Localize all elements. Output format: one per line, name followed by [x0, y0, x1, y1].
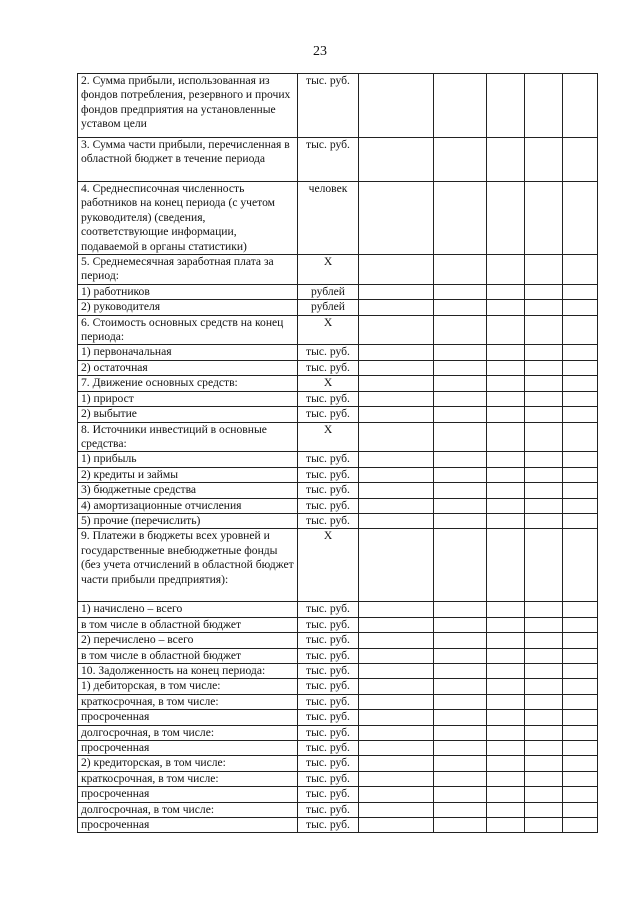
row-unit: тыс. руб.: [298, 498, 359, 513]
value-cell[interactable]: [563, 741, 598, 756]
value-cell[interactable]: [487, 300, 525, 315]
table-row: [78, 376, 598, 391]
row-unit: X: [298, 422, 359, 452]
row-label: просроченная: [78, 787, 298, 802]
row-unit: тыс. руб.: [298, 360, 359, 375]
table-row: [78, 756, 598, 771]
value-cell[interactable]: [487, 787, 525, 802]
value-cell[interactable]: [563, 467, 598, 482]
value-cell[interactable]: [487, 756, 525, 771]
page-number: 23: [313, 44, 327, 59]
value-cell[interactable]: [563, 255, 598, 285]
table-row: [78, 802, 598, 817]
value-cell[interactable]: [487, 360, 525, 375]
value-cell[interactable]: [525, 679, 563, 694]
value-cell[interactable]: [434, 741, 487, 756]
value-cell[interactable]: [563, 182, 598, 255]
row-unit: тыс. руб.: [298, 602, 359, 617]
value-cell[interactable]: [434, 498, 487, 513]
value-cell[interactable]: [487, 529, 525, 602]
row-unit: тыс. руб.: [298, 694, 359, 709]
value-cell[interactable]: [525, 529, 563, 602]
value-cell[interactable]: [563, 725, 598, 740]
value-cell[interactable]: [434, 694, 487, 709]
row-label: краткосрочная, в том числе:: [78, 694, 298, 709]
table-row: [78, 315, 598, 345]
value-cell[interactable]: [434, 360, 487, 375]
value-cell[interactable]: [563, 391, 598, 406]
value-cell[interactable]: [359, 633, 434, 648]
value-cell[interactable]: [487, 771, 525, 786]
value-cell[interactable]: [434, 648, 487, 663]
row-unit: тыс. руб.: [298, 725, 359, 740]
row-unit: тыс. руб.: [298, 710, 359, 725]
value-cell[interactable]: [434, 725, 487, 740]
value-cell[interactable]: [525, 407, 563, 422]
row-label: 2) кредиторская, в том числе:: [78, 756, 298, 771]
table-row: [78, 360, 598, 375]
value-cell[interactable]: [525, 513, 563, 528]
value-cell[interactable]: [563, 771, 598, 786]
value-cell[interactable]: [434, 663, 487, 678]
row-label: долгосрочная, в том числе:: [78, 725, 298, 740]
table-row: [78, 529, 598, 602]
row-label: 4. Среднесписочная численность работников на конец периода (с учетом руководителя) (сведения, соответствующие информации, подаваемой в органы статистики): [78, 182, 298, 255]
value-cell[interactable]: [434, 376, 487, 391]
table-row: [78, 300, 598, 315]
value-cell[interactable]: [434, 138, 487, 182]
row-label: 5. Среднемесячная заработная плата за период:: [78, 255, 298, 285]
value-cell[interactable]: [563, 710, 598, 725]
row-label: просроченная: [78, 741, 298, 756]
value-cell[interactable]: [525, 422, 563, 452]
value-cell[interactable]: [359, 300, 434, 315]
row-unit: тыс. руб.: [298, 138, 359, 182]
value-cell[interactable]: [525, 756, 563, 771]
value-cell[interactable]: [359, 74, 434, 138]
table-row: [78, 818, 598, 833]
value-cell[interactable]: [359, 513, 434, 528]
value-cell[interactable]: [359, 725, 434, 740]
row-unit: тыс. руб.: [298, 741, 359, 756]
row-unit: рублей: [298, 300, 359, 315]
row-label: 2. Сумма прибыли, использованная из фондов потребления, резервного и прочих фондов предприятия на установленные уставом цели: [78, 74, 298, 138]
table-row: [78, 694, 598, 709]
row-unit: тыс. руб.: [298, 787, 359, 802]
row-unit: X: [298, 255, 359, 285]
value-cell[interactable]: [525, 255, 563, 285]
value-cell[interactable]: [434, 422, 487, 452]
value-cell[interactable]: [434, 255, 487, 285]
table-row: [78, 725, 598, 740]
value-cell[interactable]: [563, 498, 598, 513]
value-cell[interactable]: [525, 787, 563, 802]
row-label: 10. Задолженность на конец периода:: [78, 663, 298, 678]
table-row: [78, 602, 598, 617]
value-cell[interactable]: [487, 663, 525, 678]
row-unit: тыс. руб.: [298, 467, 359, 482]
value-cell[interactable]: [359, 802, 434, 817]
value-cell[interactable]: [487, 679, 525, 694]
value-cell[interactable]: [359, 407, 434, 422]
table-row: [78, 741, 598, 756]
value-cell[interactable]: [563, 529, 598, 602]
value-cell[interactable]: [359, 679, 434, 694]
value-cell[interactable]: [525, 710, 563, 725]
row-unit: тыс. руб.: [298, 452, 359, 467]
table-row: [78, 422, 598, 452]
row-unit: тыс. руб.: [298, 648, 359, 663]
table-row: [78, 483, 598, 498]
value-cell[interactable]: [563, 787, 598, 802]
value-cell[interactable]: [563, 648, 598, 663]
row-label: 2) остаточная: [78, 360, 298, 375]
value-cell[interactable]: [487, 602, 525, 617]
value-cell[interactable]: [563, 452, 598, 467]
value-cell[interactable]: [525, 725, 563, 740]
row-unit: тыс. руб.: [298, 391, 359, 406]
value-cell[interactable]: [487, 391, 525, 406]
row-label: 2) руководителя: [78, 300, 298, 315]
value-cell[interactable]: [434, 818, 487, 833]
value-cell[interactable]: [487, 422, 525, 452]
value-cell[interactable]: [434, 513, 487, 528]
report-table: [77, 73, 598, 833]
value-cell[interactable]: [563, 422, 598, 452]
table-row: [78, 648, 598, 663]
value-cell[interactable]: [359, 345, 434, 360]
value-cell[interactable]: [487, 498, 525, 513]
row-unit: тыс. руб.: [298, 771, 359, 786]
row-label: 1) работников: [78, 284, 298, 299]
value-cell[interactable]: [525, 182, 563, 255]
row-label: 2) кредиты и займы: [78, 467, 298, 482]
value-cell[interactable]: [359, 422, 434, 452]
value-cell[interactable]: [434, 452, 487, 467]
table-row: [78, 633, 598, 648]
value-cell[interactable]: [434, 802, 487, 817]
value-cell[interactable]: [487, 315, 525, 345]
table-row: [78, 255, 598, 285]
value-cell[interactable]: [359, 529, 434, 602]
table-row: [78, 787, 598, 802]
value-cell[interactable]: [525, 284, 563, 299]
row-unit: тыс. руб.: [298, 74, 359, 138]
table-row: [78, 74, 598, 138]
row-label: 1) начислено – всего: [78, 602, 298, 617]
row-unit: тыс. руб.: [298, 483, 359, 498]
value-cell[interactable]: [434, 284, 487, 299]
value-cell[interactable]: [487, 710, 525, 725]
row-label: 2) выбытие: [78, 407, 298, 422]
value-cell[interactable]: [525, 74, 563, 138]
value-cell[interactable]: [487, 513, 525, 528]
row-label: 1) дебиторская, в том числе:: [78, 679, 298, 694]
value-cell[interactable]: [487, 648, 525, 663]
row-label: 8. Источники инвестиций в основные средства:: [78, 422, 298, 452]
value-cell[interactable]: [563, 407, 598, 422]
table-row: [78, 467, 598, 482]
value-cell[interactable]: [525, 633, 563, 648]
value-cell[interactable]: [563, 818, 598, 833]
row-unit: тыс. руб.: [298, 663, 359, 678]
value-cell[interactable]: [525, 315, 563, 345]
row-unit: рублей: [298, 284, 359, 299]
value-cell[interactable]: [525, 617, 563, 632]
value-cell[interactable]: [563, 315, 598, 345]
value-cell[interactable]: [434, 467, 487, 482]
value-cell[interactable]: [525, 771, 563, 786]
row-label: 3) бюджетные средства: [78, 483, 298, 498]
row-label: 4) амортизационные отчисления: [78, 498, 298, 513]
value-cell[interactable]: [563, 138, 598, 182]
value-cell[interactable]: [434, 679, 487, 694]
value-cell[interactable]: [487, 74, 525, 138]
row-unit: X: [298, 529, 359, 602]
value-cell[interactable]: [359, 771, 434, 786]
table-row: [78, 771, 598, 786]
value-cell[interactable]: [563, 802, 598, 817]
table-row: [78, 284, 598, 299]
value-cell[interactable]: [563, 513, 598, 528]
table-row: [78, 663, 598, 678]
value-cell[interactable]: [563, 284, 598, 299]
row-label: краткосрочная, в том числе:: [78, 771, 298, 786]
value-cell[interactable]: [487, 345, 525, 360]
value-cell[interactable]: [525, 818, 563, 833]
value-cell[interactable]: [487, 182, 525, 255]
value-cell[interactable]: [563, 360, 598, 375]
row-label: в том числе в областной бюджет: [78, 617, 298, 632]
table-row: [78, 452, 598, 467]
value-cell[interactable]: [434, 391, 487, 406]
value-cell[interactable]: [525, 467, 563, 482]
row-label: 5) прочие (перечислить): [78, 513, 298, 528]
value-cell[interactable]: [434, 300, 487, 315]
row-label: просроченная: [78, 818, 298, 833]
value-cell[interactable]: [359, 663, 434, 678]
value-cell[interactable]: [525, 345, 563, 360]
value-cell[interactable]: [434, 633, 487, 648]
value-cell[interactable]: [563, 756, 598, 771]
value-cell[interactable]: [359, 648, 434, 663]
value-cell[interactable]: [525, 648, 563, 663]
row-label: 1) первоначальная: [78, 345, 298, 360]
value-cell[interactable]: [487, 376, 525, 391]
value-cell[interactable]: [434, 756, 487, 771]
row-label: 2) перечислено – всего: [78, 633, 298, 648]
row-label: просроченная: [78, 710, 298, 725]
value-cell[interactable]: [434, 345, 487, 360]
row-unit: тыс. руб.: [298, 617, 359, 632]
value-cell[interactable]: [563, 74, 598, 138]
value-cell[interactable]: [487, 741, 525, 756]
value-cell[interactable]: [525, 138, 563, 182]
table-row: [78, 345, 598, 360]
table-row: [78, 617, 598, 632]
value-cell[interactable]: [487, 138, 525, 182]
value-cell[interactable]: [434, 710, 487, 725]
row-label: 6. Стоимость основных средств на конец периода:: [78, 315, 298, 345]
row-unit: тыс. руб.: [298, 802, 359, 817]
row-label: в том числе в областной бюджет: [78, 648, 298, 663]
value-cell[interactable]: [434, 529, 487, 602]
table-row: [78, 679, 598, 694]
value-cell[interactable]: [359, 741, 434, 756]
value-cell[interactable]: [359, 818, 434, 833]
value-cell[interactable]: [487, 284, 525, 299]
value-cell[interactable]: [487, 617, 525, 632]
value-cell[interactable]: [434, 182, 487, 255]
value-cell[interactable]: [359, 756, 434, 771]
row-unit: X: [298, 376, 359, 391]
row-label: 3. Сумма части прибыли, перечисленная в областной бюджет в течение периода: [78, 138, 298, 182]
row-unit: тыс. руб.: [298, 818, 359, 833]
value-cell[interactable]: [359, 376, 434, 391]
value-cell[interactable]: [487, 452, 525, 467]
table-row: [78, 182, 598, 255]
value-cell[interactable]: [563, 663, 598, 678]
value-cell[interactable]: [563, 376, 598, 391]
value-cell[interactable]: [563, 694, 598, 709]
value-cell[interactable]: [487, 407, 525, 422]
row-unit: тыс. руб.: [298, 513, 359, 528]
value-cell[interactable]: [434, 315, 487, 345]
value-cell[interactable]: [525, 376, 563, 391]
value-cell[interactable]: [525, 741, 563, 756]
value-cell[interactable]: [487, 467, 525, 482]
row-unit: тыс. руб.: [298, 679, 359, 694]
value-cell[interactable]: [525, 300, 563, 315]
row-label: 1) прибыль: [78, 452, 298, 467]
table-row: [78, 710, 598, 725]
row-unit: тыс. руб.: [298, 756, 359, 771]
value-cell[interactable]: [359, 391, 434, 406]
value-cell[interactable]: [359, 602, 434, 617]
value-cell[interactable]: [434, 787, 487, 802]
value-cell[interactable]: [525, 483, 563, 498]
row-label: 1) прирост: [78, 391, 298, 406]
value-cell[interactable]: [487, 802, 525, 817]
value-cell[interactable]: [487, 483, 525, 498]
value-cell[interactable]: [434, 771, 487, 786]
value-cell[interactable]: [434, 407, 487, 422]
row-label: 9. Платежи в бюджеты всех уровней и государственные внебюджетные фонды (без учета отчислений в областной бюджет части прибыли предприятия):: [78, 529, 298, 602]
value-cell[interactable]: [434, 74, 487, 138]
value-cell[interactable]: [487, 694, 525, 709]
value-cell[interactable]: [487, 725, 525, 740]
value-cell[interactable]: [359, 694, 434, 709]
row-unit: тыс. руб.: [298, 345, 359, 360]
value-cell[interactable]: [359, 182, 434, 255]
table-row: [78, 498, 598, 513]
value-cell[interactable]: [359, 467, 434, 482]
value-cell[interactable]: [525, 602, 563, 617]
value-cell[interactable]: [525, 360, 563, 375]
value-cell[interactable]: [359, 483, 434, 498]
value-cell[interactable]: [359, 360, 434, 375]
value-cell[interactable]: [359, 498, 434, 513]
table-row: [78, 407, 598, 422]
row-label: долгосрочная, в том числе:: [78, 802, 298, 817]
value-cell[interactable]: [487, 633, 525, 648]
value-cell[interactable]: [434, 483, 487, 498]
value-cell[interactable]: [563, 617, 598, 632]
value-cell[interactable]: [563, 483, 598, 498]
value-cell[interactable]: [487, 818, 525, 833]
table-row: [78, 138, 598, 182]
table-row: [78, 513, 598, 528]
value-cell[interactable]: [525, 663, 563, 678]
value-cell[interactable]: [563, 633, 598, 648]
value-cell[interactable]: [434, 617, 487, 632]
value-cell[interactable]: [525, 498, 563, 513]
value-cell[interactable]: [359, 138, 434, 182]
value-cell[interactable]: [525, 452, 563, 467]
value-cell[interactable]: [525, 391, 563, 406]
value-cell[interactable]: [563, 300, 598, 315]
row-unit: тыс. руб.: [298, 407, 359, 422]
value-cell[interactable]: [525, 694, 563, 709]
value-cell[interactable]: [487, 255, 525, 285]
value-cell[interactable]: [563, 602, 598, 617]
value-cell[interactable]: [359, 284, 434, 299]
value-cell[interactable]: [434, 602, 487, 617]
value-cell[interactable]: [359, 315, 434, 345]
value-cell[interactable]: [359, 452, 434, 467]
value-cell[interactable]: [563, 345, 598, 360]
row-label: 7. Движение основных средств:: [78, 376, 298, 391]
value-cell[interactable]: [359, 710, 434, 725]
value-cell[interactable]: [359, 787, 434, 802]
row-unit: тыс. руб.: [298, 633, 359, 648]
table-row: [78, 391, 598, 406]
row-unit: X: [298, 315, 359, 345]
value-cell[interactable]: [525, 802, 563, 817]
report-table-body: [78, 74, 598, 833]
value-cell[interactable]: [359, 617, 434, 632]
value-cell[interactable]: [563, 679, 598, 694]
row-unit: человек: [298, 182, 359, 255]
value-cell[interactable]: [359, 255, 434, 285]
